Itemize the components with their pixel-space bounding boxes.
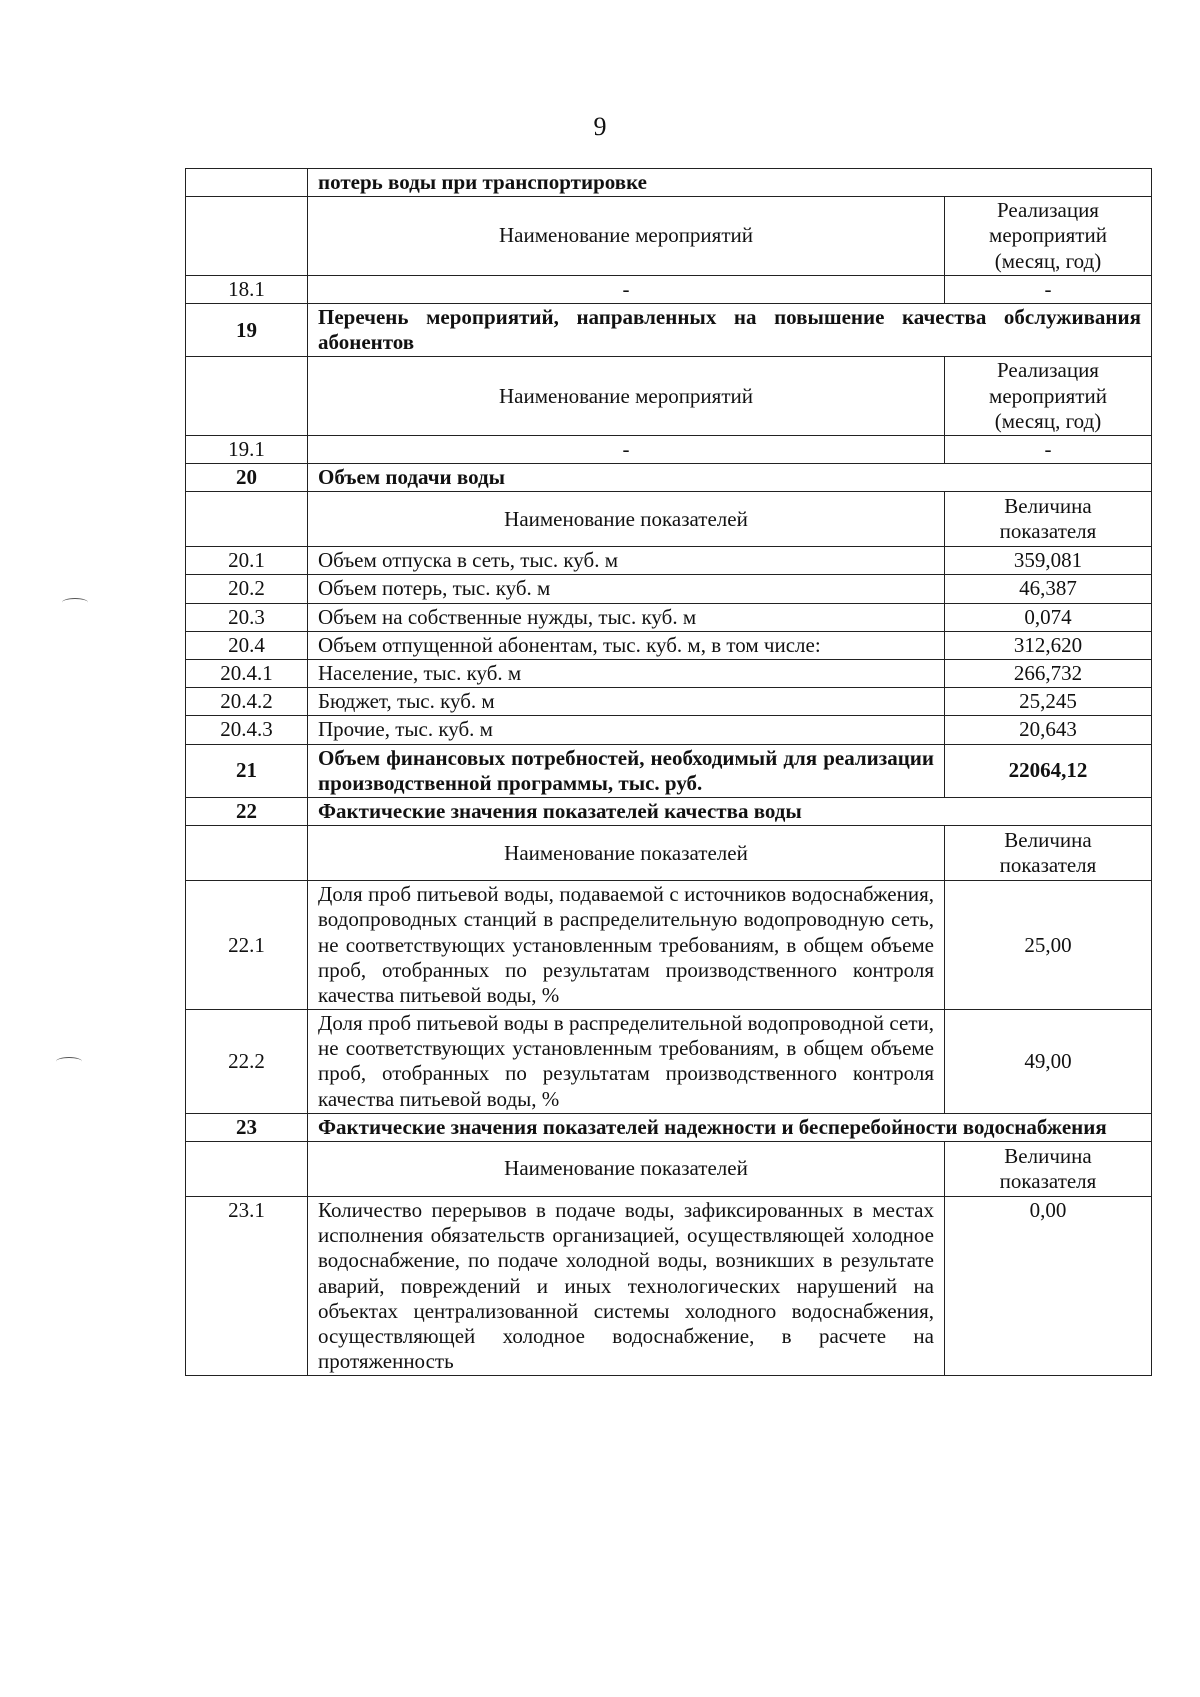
- row-value: 0,00: [945, 1197, 1152, 1376]
- table-row: [186, 797, 1152, 825]
- row-text: Объем на собственные нужды, тыс. куб. м: [308, 603, 945, 631]
- section-title: Фактические значения показателей качества воды: [308, 797, 1152, 825]
- row-text: -: [308, 435, 945, 463]
- table-row: [186, 603, 1152, 631]
- row-number: 20.4.2: [186, 688, 308, 716]
- row-number: 20.1: [186, 547, 308, 575]
- row-number: 23.1: [186, 1197, 308, 1376]
- section-title: Перечень мероприятий, направленных на повышение качества обслуживания абонентов: [308, 303, 1152, 356]
- row-value: Величина показателя: [945, 1142, 1152, 1197]
- scan-mark: [56, 1057, 82, 1066]
- row-number: 23: [186, 1113, 308, 1141]
- table-body: [186, 169, 1152, 1376]
- row-text: Наименование показателей: [308, 1142, 945, 1197]
- row-number: 20.4.3: [186, 716, 308, 744]
- row-number: [186, 197, 308, 276]
- row-text: Наименование мероприятий: [308, 197, 945, 276]
- row-value: 312,620: [945, 631, 1152, 659]
- row-text: Наименование мероприятий: [308, 357, 945, 436]
- row-number: 21: [186, 744, 308, 797]
- row-number: 22.2: [186, 1010, 308, 1114]
- page-number: 9: [593, 112, 607, 141]
- row-text: Доля проб питьевой воды, подаваемой с источников водоснабжения, водопроводных станций в распределительную водопроводную сеть, не соответствующих установленным требованиям, в общем объеме проб, отобранных по результатам производственного контроля качества питьевой воды, %: [308, 881, 945, 1010]
- table-row: [186, 547, 1152, 575]
- row-text: Прочие, тыс. куб. м: [308, 716, 945, 744]
- table-row: [186, 197, 1152, 276]
- row-text: -: [308, 275, 945, 303]
- table-row: [186, 464, 1152, 492]
- row-number: 20: [186, 464, 308, 492]
- table-row: [186, 1010, 1152, 1114]
- row-text: Наименование показателей: [308, 826, 945, 881]
- table-row: [186, 575, 1152, 603]
- row-value: 22064,12: [945, 744, 1152, 797]
- row-value: -: [945, 275, 1152, 303]
- table-row: [186, 435, 1152, 463]
- row-value: Реализация мероприятий (месяц, год): [945, 357, 1152, 436]
- row-text: Объем финансовых потребностей, необходимый для реализации производственной программы, тыс. руб.: [308, 744, 945, 797]
- row-text: Доля проб питьевой воды в распределительной водопроводной сети, не соответствующих установленным требованиям, в общем объеме проб, отобранных по результатам производственного контроля качества питьевой воды, %: [308, 1010, 945, 1114]
- row-value: 25,00: [945, 881, 1152, 1010]
- table-row: [186, 492, 1152, 547]
- section-title: Объем подачи воды: [308, 464, 1152, 492]
- row-text: Объем отпуска в сеть, тыс. куб. м: [308, 547, 945, 575]
- row-number: [186, 169, 308, 197]
- row-number: 19: [186, 303, 308, 356]
- row-text: Население, тыс. куб. м: [308, 660, 945, 688]
- row-text: Объем потерь, тыс. куб. м: [308, 575, 945, 603]
- table-row: [186, 744, 1152, 797]
- table-row: [186, 1197, 1152, 1376]
- row-number: [186, 492, 308, 547]
- row-number: 19.1: [186, 435, 308, 463]
- table-row: [186, 169, 1152, 197]
- table-row: [186, 275, 1152, 303]
- scan-mark: [62, 598, 88, 607]
- row-text: Объем отпущенной абонентам, тыс. куб. м, в том числе:: [308, 631, 945, 659]
- row-text: Количество перерывов в подаче воды, зафиксированных в местах исполнения обязательств организацией, осуществляющей холодное водоснабжение, по подаче холодной воды, возникших в результате аварий, повреждений и иных технологических нарушений на объектах централизованной системы холодного водоснабжения, осуществляющей холодное водоснабжение, в расчете на протяженность: [308, 1197, 945, 1376]
- row-value: 20,643: [945, 716, 1152, 744]
- row-value: 266,732: [945, 660, 1152, 688]
- row-number: 22: [186, 797, 308, 825]
- table-row: [186, 357, 1152, 436]
- table-row: [186, 688, 1152, 716]
- data-table: [185, 168, 1152, 1376]
- table-row: [186, 1113, 1152, 1141]
- row-text: Наименование показателей: [308, 492, 945, 547]
- table-row: [186, 631, 1152, 659]
- row-number: 20.4.1: [186, 660, 308, 688]
- row-value: 49,00: [945, 1010, 1152, 1114]
- row-number: 22.1: [186, 881, 308, 1010]
- row-value: Величина показателя: [945, 492, 1152, 547]
- row-number: 20.3: [186, 603, 308, 631]
- table-row: [186, 303, 1152, 356]
- table-row: [186, 881, 1152, 1010]
- row-text: Бюджет, тыс. куб. м: [308, 688, 945, 716]
- row-number: 18.1: [186, 275, 308, 303]
- row-number: [186, 1142, 308, 1197]
- row-value: 359,081: [945, 547, 1152, 575]
- row-number: 20.2: [186, 575, 308, 603]
- row-number: [186, 357, 308, 436]
- row-value: 0,074: [945, 603, 1152, 631]
- table-row: [186, 716, 1152, 744]
- table-row: [186, 660, 1152, 688]
- row-value: Реализация мероприятий (месяц, год): [945, 197, 1152, 276]
- section-title: потерь воды при транспортировке: [308, 169, 1152, 197]
- table-row: [186, 826, 1152, 881]
- row-number: 20.4: [186, 631, 308, 659]
- row-value: Величина показателя: [945, 826, 1152, 881]
- row-value: 25,245: [945, 688, 1152, 716]
- table-row: [186, 1142, 1152, 1197]
- row-value: -: [945, 435, 1152, 463]
- row-number: [186, 826, 308, 881]
- section-title: Фактические значения показателей надежности и бесперебойности водоснабжения: [308, 1113, 1152, 1141]
- row-value: 46,387: [945, 575, 1152, 603]
